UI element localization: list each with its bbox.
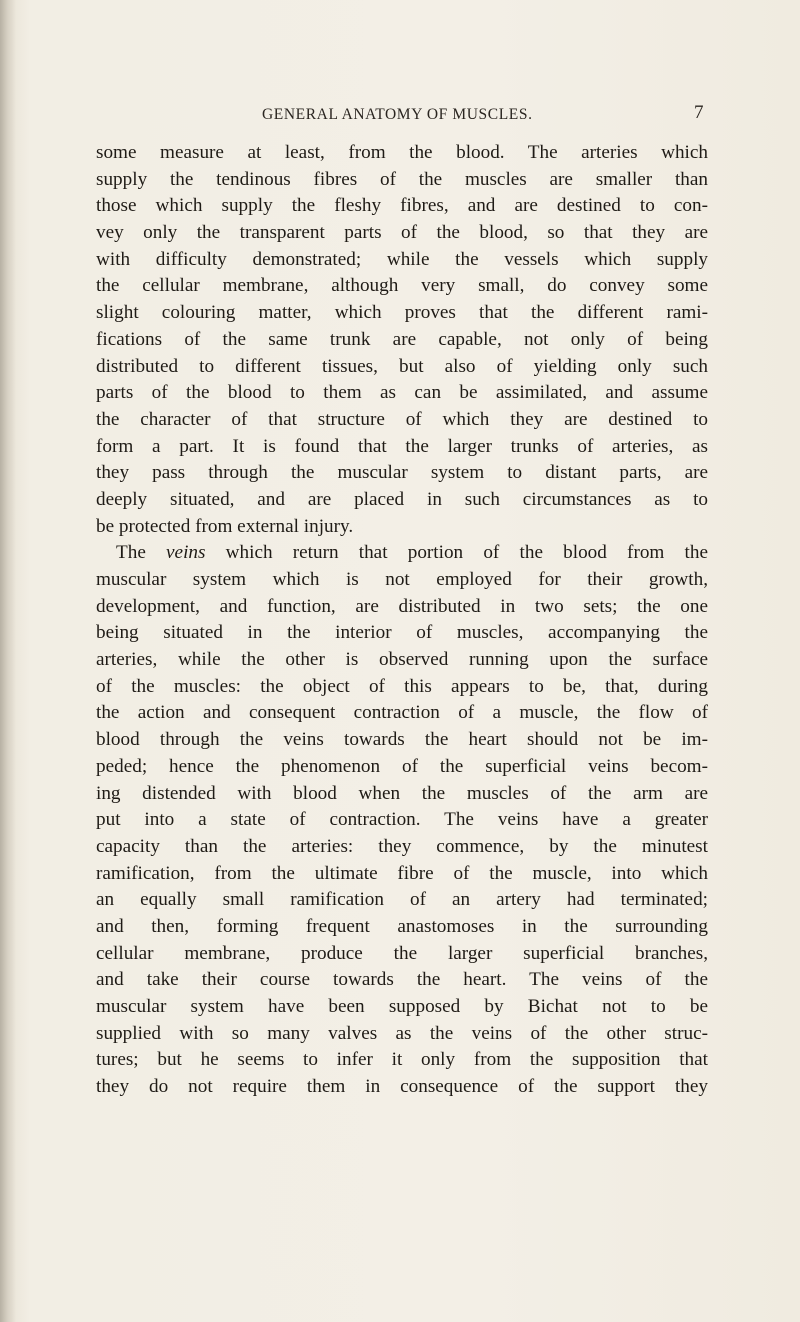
text-line: some measure at least, from the blood. The arteries which	[96, 142, 708, 163]
text-line: they do not require them in consequence of the support they	[96, 1076, 708, 1098]
text-line: and take their course towards the heart. The veins of the	[96, 969, 708, 991]
body-text	[96, 140, 708, 1101]
text-line: muscular system have been supposed by Bichat not to be	[96, 996, 708, 1017]
text-line: be protected from external injury.	[96, 515, 354, 537]
spine-shadow	[0, 0, 16, 1322]
text-line: tures; but he seems to infer it only from the supposition that	[96, 1049, 708, 1071]
text-line: ramification, from the ultimate fibre of the muscle, into which	[96, 862, 708, 884]
text-line: supply the tendinous fibres of the muscles are smaller than	[96, 168, 708, 190]
italic-term: veins	[166, 542, 206, 564]
text-run: which return that portion of the blood from the	[205, 542, 708, 564]
paragraph-start-line	[96, 540, 708, 567]
text-line: ing distended with blood when the muscles of the arm are	[96, 782, 708, 804]
text-line: being situated in the interior of muscles, accompanying the	[96, 622, 708, 644]
text-line: they pass through the muscular system to distant parts, are	[96, 462, 708, 484]
text-line: supplied with so many valves as the veins of the other struc-	[96, 1022, 708, 1044]
text-line: the cellular membrane, although very small, do convey some	[96, 275, 708, 297]
text-line: arteries, while the other is observed running upon the surface	[96, 649, 708, 671]
text-line: peded; hence the phenomenon of the superficial veins becom-	[96, 755, 708, 777]
text-line: development, and function, are distributed in two sets; the one	[96, 595, 708, 617]
text-line: slight colouring matter, which proves that the different rami-	[96, 302, 708, 324]
text-run: The	[116, 542, 167, 564]
text-line: fications of the same trunk are capable, not only of being	[96, 328, 708, 350]
text-line: deeply situated, and are placed in such circumstances as to	[96, 488, 708, 510]
text-line: with difficulty demonstrated; while the vessels which supply	[96, 248, 708, 270]
text-line: and then, forming frequent anastomoses in the surrounding	[96, 915, 708, 937]
text-line: those which supply the fleshy fibres, and are destined to con-	[96, 195, 708, 217]
text-line: vey only the transparent parts of the blood, so that they are	[96, 222, 708, 244]
text-line: distributed to different tissues, but also of yielding only such	[96, 355, 708, 377]
text-line: put into a state of contraction. The veins have a greater	[96, 809, 708, 831]
text-line: capacity than the arteries: they commence, by the minutest	[96, 835, 708, 857]
text-line: form a part. It is found that the larger trunks of arteries, as	[96, 435, 708, 457]
text-line: blood through the veins towards the heart should not be im-	[96, 729, 708, 751]
text-line: muscular system which is not employed for their growth,	[96, 569, 708, 590]
text-line: of the muscles: the object of this appears to be, that, during	[96, 675, 708, 697]
text-line: the action and consequent contraction of a muscle, the flow of	[96, 702, 708, 724]
text-line: cellular membrane, produce the larger superficial branches,	[96, 942, 708, 964]
text-line: an equally small ramification of an artery had terminated;	[96, 889, 708, 911]
page-number: 7	[694, 102, 704, 123]
text-line: parts of the blood to them as can be assimilated, and assume	[96, 382, 708, 404]
running-head: GENERAL ANATOMY OF MUSCLES.	[262, 106, 533, 123]
text-line: the character of that structure of which they are destined to	[96, 408, 708, 430]
